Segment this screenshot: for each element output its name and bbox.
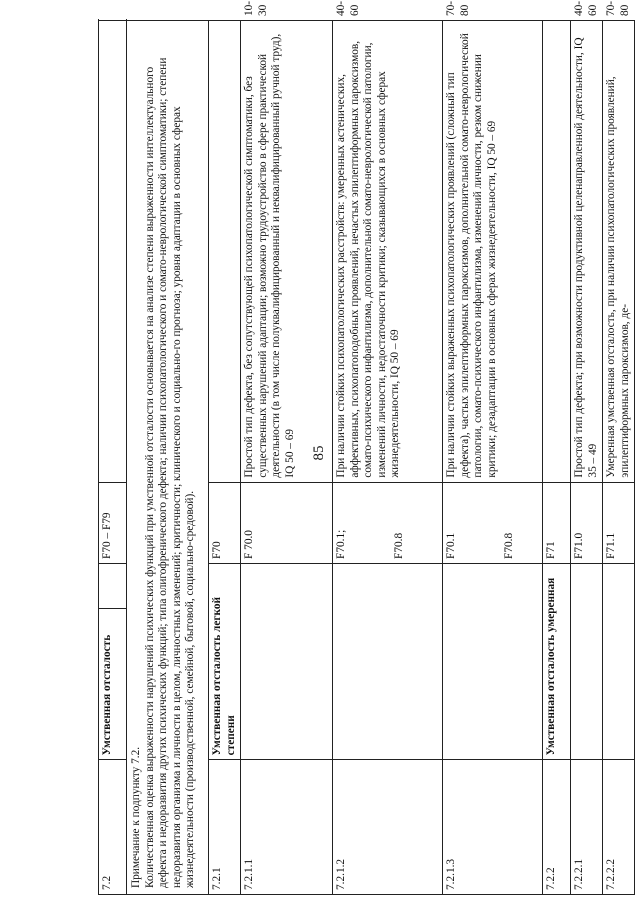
section-number: 7.2	[99, 760, 127, 895]
page-number: 85	[310, 445, 327, 461]
table-row	[543, 21, 571, 895]
row-name	[571, 563, 603, 759]
row-code-line: F70.1	[445, 532, 458, 559]
row-description: Простой тип дефекта, без сопутствующей психопатологической симптоматики, без существенных нарушений адаптации; возможно трудоустройство в сфере практической деятельности (в том числе полуквалифицированный и неквалифицированный ручной труд), IQ 50 – 69	[241, 21, 333, 483]
row-description: Простой тип дефекта; при возможности продуктивной целенаправленной деятельности, IQ 35 – 49	[571, 21, 603, 483]
row-description	[543, 21, 571, 483]
rotated-page-table	[98, 0, 631, 895]
row-code	[333, 482, 443, 563]
row-code: F70	[209, 482, 241, 563]
row-code	[443, 482, 543, 563]
row-name	[241, 563, 333, 759]
note-row	[127, 21, 209, 895]
row-description: При наличии стойких психопатологических расстройств: умеренных астенических, аффективных, психопатоподобных проявлений, нечастых эпилептиформных пароксизмов, сомато-психического инфантилизма, дополнительной сомато-неврологической патологии, изменений личности, недостаточности критики; сказывающихся в основных сферах жизнедеятельности, IQ 50 – 69	[333, 21, 443, 483]
note-title: Примечание к подпункту 7.2.	[130, 746, 142, 888]
row-name: Умственная отсталость умеренная	[543, 563, 571, 759]
table-row: 7.2.2.2 F71.1 Умеренная умственная отсталость, при наличии психопатологических проявлений, эпилептиформных пароксизмов, де- 70-80	[603, 21, 635, 895]
row-description: Умеренная умственная отсталость, при наличии психопатологических проявлений, эпилептиформных пароксизмов, де-	[603, 21, 635, 483]
disability-criteria-table	[98, 0, 635, 895]
row-code-line: F70.8	[502, 532, 515, 559]
section-name: Умственная отсталость	[99, 608, 127, 760]
table-row: 7.2.2.1 F71.0 Простой тип дефекта; при возможности продуктивной целенаправленной деятельности, IQ 35 – 49 40-60	[571, 21, 603, 895]
row-code-line: F70.8	[392, 532, 405, 559]
row-name	[603, 563, 635, 759]
section-empty-desc	[99, 21, 127, 483]
row-code-line: F70.1;	[335, 529, 348, 559]
row-code: F71.0	[571, 482, 603, 563]
table-row: 7.2.1.1 F 70.0 Простой тип дефекта, без сопутствующей психопатологической симптоматики, без существенных нарушений адаптации; возможно трудоустройство в сфере практической деятельности (в том числе полуквалифицированный и неквалифицированный ручной труд), IQ 50 – 69 10-30	[241, 21, 333, 895]
row-code: F71	[543, 482, 571, 563]
row-number: 7.2.2.1	[571, 760, 603, 895]
row-description: При наличии стойких выраженных психопатологических проявлений (сложный тип дефекта), частых эпилептиформных пароксизмов, дополнительной сомато-неврологической патологии, сомато-психического инфантилизма, изменений личности, резком снижении критики; дезадаптации в основных сферах жизнедеятельности, IQ 50 – 69	[443, 21, 543, 483]
row-description	[209, 21, 241, 483]
table-row: 7.2.1.2 F70.1; F70.8 При наличии стойких психопатологических расстройств: умеренных астенических, аффективных, психопатоподобных проявлений, нечастых эпилептиформных пароксизмов, сомато-психического инфантилизма, дополнительной сомато-неврологической патологии, изменений личности, недостаточности критики; сказывающихся в основных сферах жизнедеятельности, IQ 50 – 69 40-60	[333, 21, 443, 895]
row-number: 7.2.1	[209, 760, 241, 895]
row-name	[443, 563, 543, 759]
row-number: 7.2.1.3	[443, 760, 543, 895]
row-code: F71.1	[603, 482, 635, 563]
note-cell	[127, 21, 209, 895]
row-number: 7.2.1.1	[241, 760, 333, 895]
note-text: Количественная оценка выраженности нарушений психических функций при умственной отсталости основывается на анализе степени выраженности интеллектуального дефекта и недоразвития других психических функций; типа олигофренического дефекта; наличии психопатологического и сомато-неврологической симптоматики; степени недоразвития организма и личности в целом, личностных изменений; критичности; клинического и социально-го прогноза; уровня адаптации в основных сферах жизнедеятельности (производственной, семейной, бытовой, социально-средовой).	[143, 57, 197, 888]
section-code: F70 – F79	[99, 482, 127, 563]
row-number: 7.2.2	[543, 760, 571, 895]
section-header-row	[99, 21, 127, 895]
table-row	[209, 21, 241, 895]
row-code: F 70.0	[241, 482, 333, 563]
table-row: 7.2.1.3 F70.1 F70.8 При наличии стойких выраженных психопатологических проявлений (сложный тип дефекта), частых эпилептиформных пароксизмов, дополнительной сомато-неврологической патологии, сомато-психического инфантилизма, изменений личности, резком снижении критики; дезадаптации в основных сферах жизнедеятельности, IQ 50 – 69 70-80	[443, 21, 543, 895]
row-name: Умственная отсталость легкой степени	[209, 563, 241, 759]
section-empty-cell	[99, 563, 127, 608]
row-number: 7.2.2.2	[603, 760, 635, 895]
row-number: 7.2.1.2	[333, 760, 443, 895]
row-name	[333, 563, 443, 759]
